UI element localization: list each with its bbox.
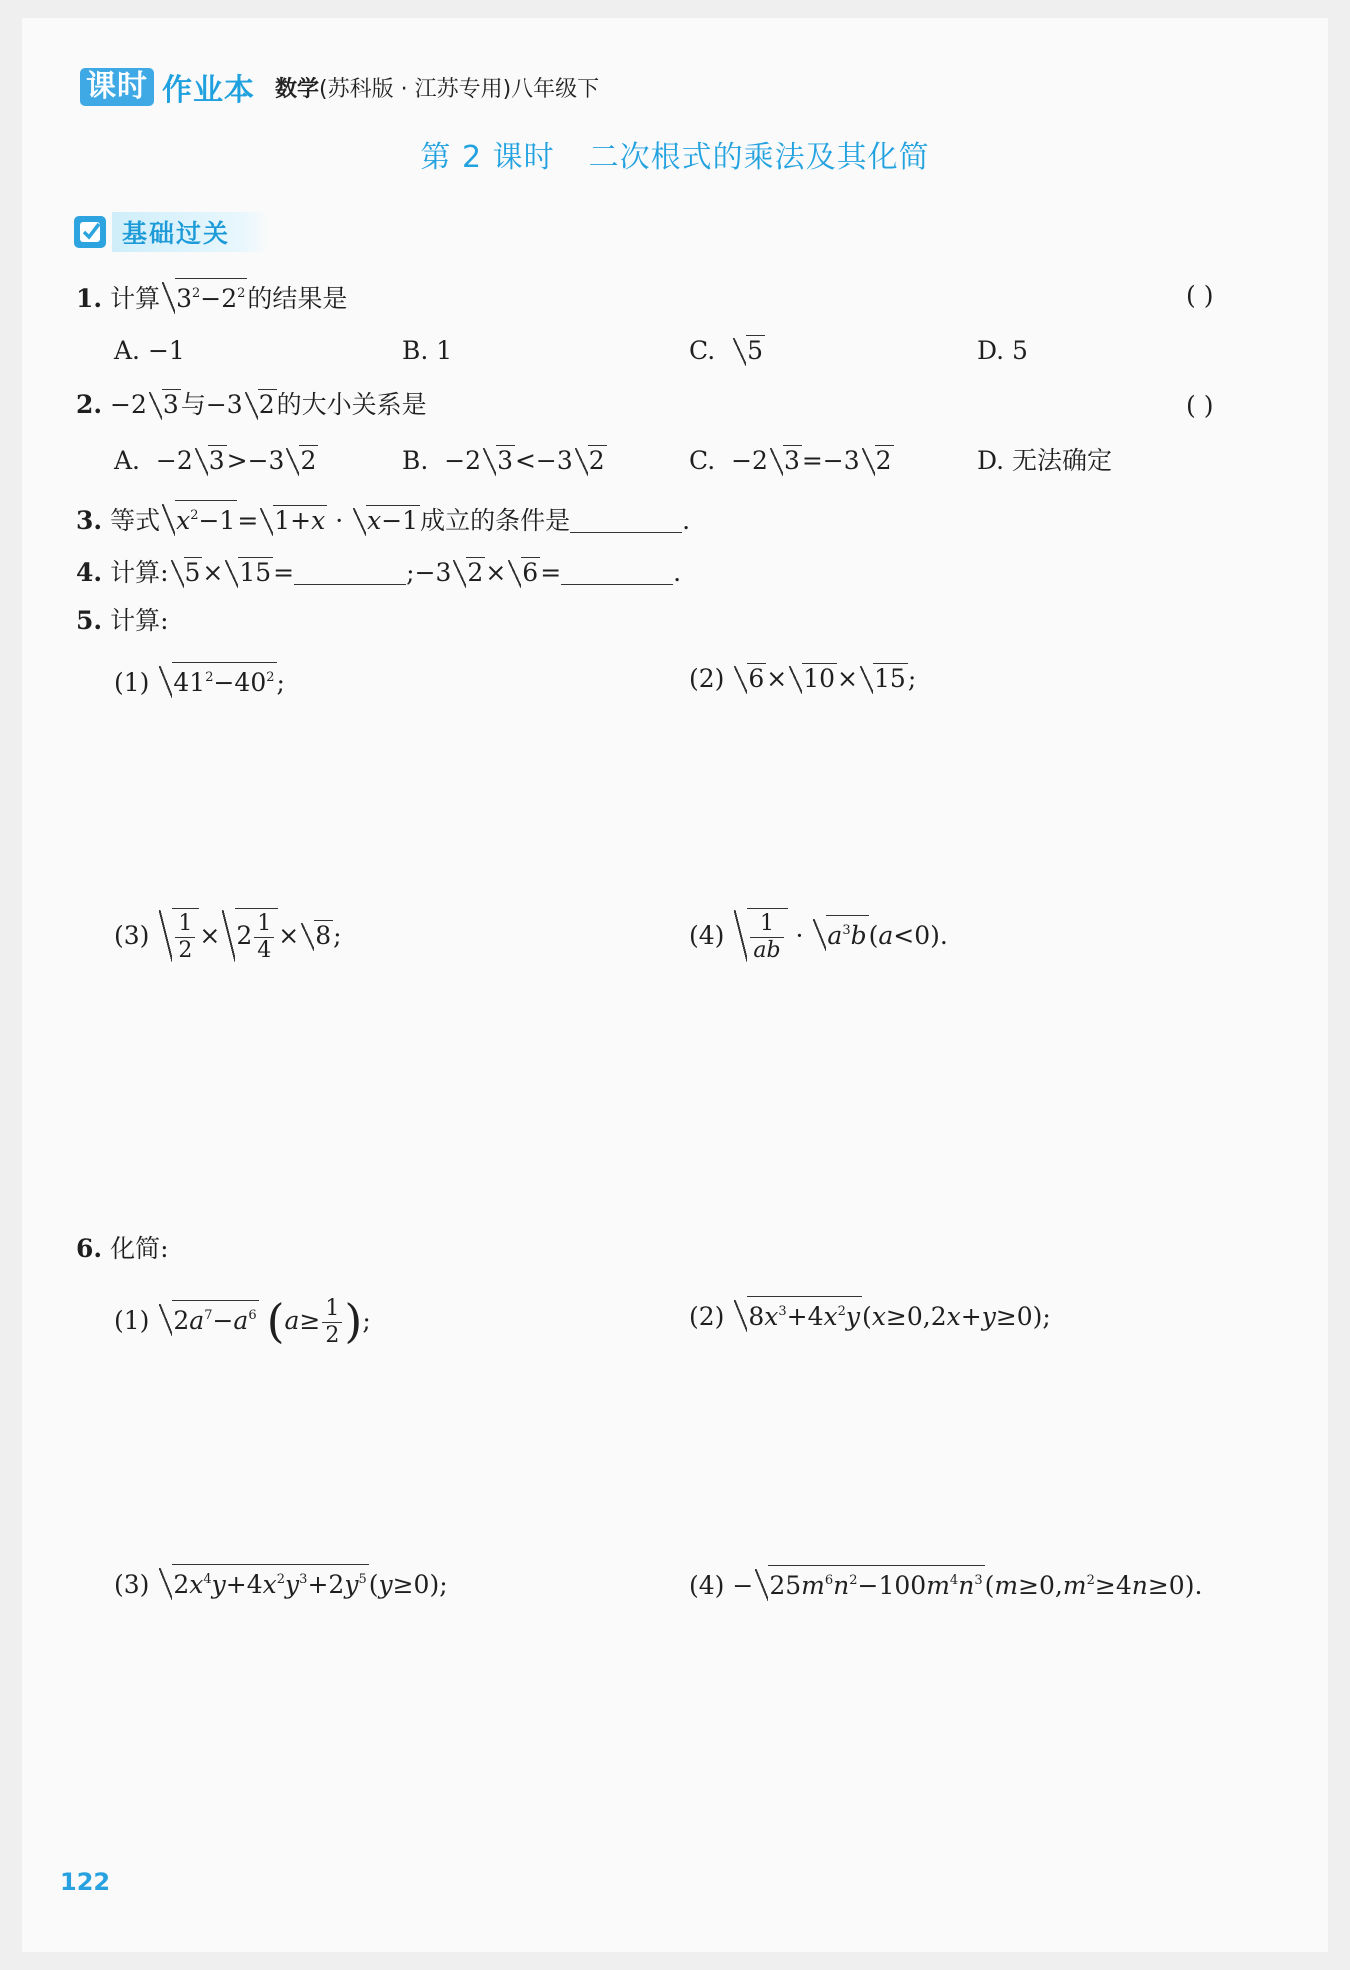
question-2: 2. −2 3与−3 2的大小关系是 [76,388,427,422]
q6-part-1: (1) $2a^7-a^6$ (a≥ $\frac{1}{2}$ ); [114,1294,371,1348]
question-5: 5. 计算: [76,606,169,635]
book-header [80,68,599,106]
answer-blank-4a[interactable] [294,558,406,585]
answer-blank-3[interactable] [570,506,682,533]
q5-part-1: (1) $41^2-40^2$; [114,662,285,700]
q6-part-3: (3) $2x^4y+4x^2y^3+2y^5(y\ge 0)$; [114,1564,448,1602]
question-1: 1. 计算 $3^2-2^2$的结果是 [76,278,347,316]
option-1d: D. 5 [977,336,1028,365]
series-name: 作业本 [162,73,255,108]
lesson-title: 第 2 课时 二次根式的乘法及其化简 [420,140,930,175]
option-1a: A. −1 [114,336,185,365]
answer-blank-4b[interactable] [561,558,673,585]
option-1c: C. 5 [689,334,765,368]
page-number: 122 [60,1868,111,1896]
question-3: 3. 等式 $x^2-1= 1+x \cdot x-1$成立的条件是 . [76,500,690,538]
section-heading [74,212,268,252]
answer-paren-2: ( ) [1186,391,1214,420]
checkbox-icon [74,216,106,248]
q5-part-3: (3) $\frac{1}{2}$ × 2 $\frac{1}{4}$ × 8; [114,908,342,964]
question-4: 4. 计算: 5× 15= ;−3 2× 6= . [76,556,681,590]
section-label: 基础过关 [112,212,268,252]
q6-part-2: (2) $8x^3+4x^2y(x\ge 0,2x+y\ge 0)$; [689,1296,1051,1334]
option-1b: B. 1 [402,336,453,365]
option-2c: C. −2 3=−3 2 [689,444,894,478]
option-2a: A. −2 3>−3 2 [114,444,318,478]
option-2d: D. 无法确定 [977,446,1113,475]
q5-part-2: (2) 6× 10× 15; [689,662,916,696]
answer-paren-1: ( ) [1186,281,1214,310]
series-logo: 课时 [80,68,154,106]
q5-part-4: (4) $\frac{1}{ab}$ · $a^3b(a<0)$. [689,908,948,964]
q6-part-4: $(4) - 25m^6n^2-100m^4n^3(m\ge 0,m^2\ge 4n\ge 0)$. [689,1564,1202,1603]
question-6: 6. 化简: [76,1234,169,1263]
book-title: 数学(苏科版 · 江苏专用)八年级下 [275,76,600,102]
option-2b: B. −2 3<−3 2 [402,444,607,478]
